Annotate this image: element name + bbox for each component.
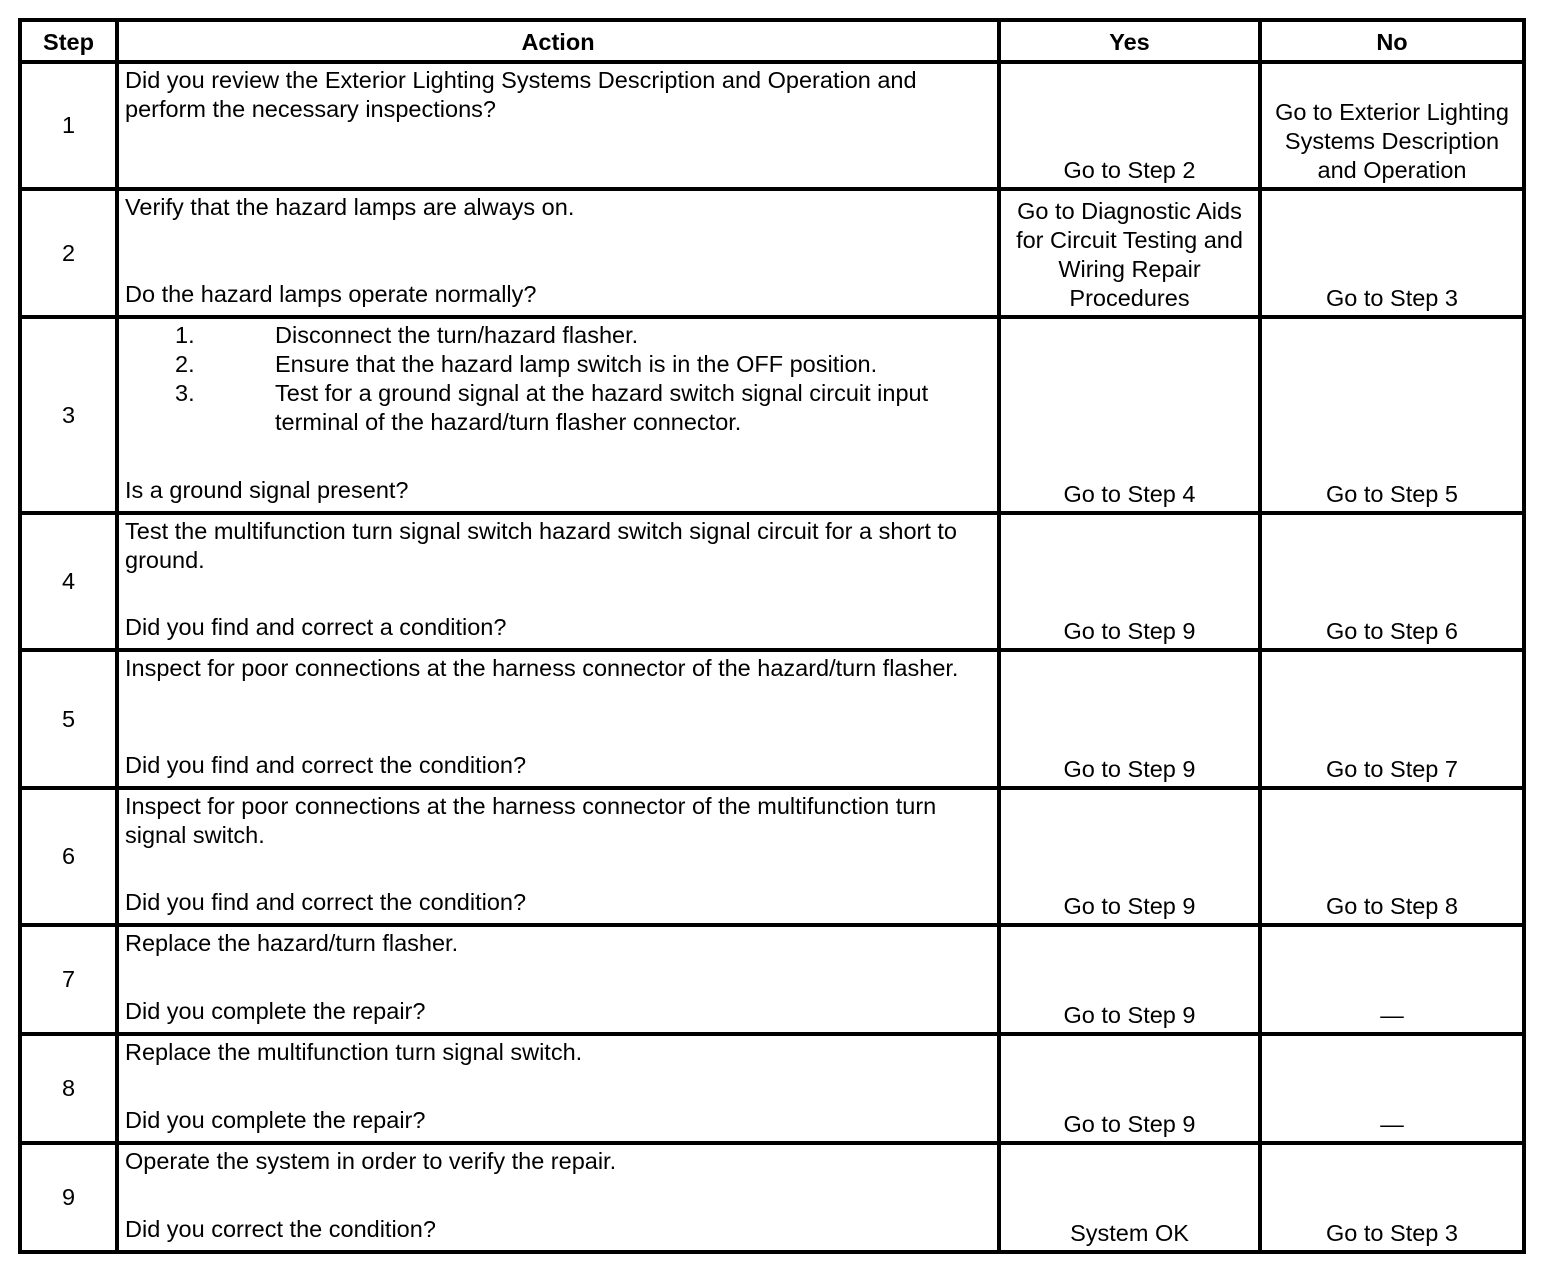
action-cell <box>117 317 999 513</box>
no-cell: Go to Step 3 <box>1260 1143 1524 1252</box>
step-number: 2 <box>20 189 117 317</box>
action-cell <box>117 62 999 189</box>
no-cell: Go to Step 3 <box>1260 189 1524 317</box>
action-cell <box>117 1143 999 1252</box>
action-text: Operate the system in order to verify the repair. <box>125 1148 617 1174</box>
substep-list <box>125 321 991 437</box>
table-row <box>20 317 1524 513</box>
action-cell <box>117 650 999 788</box>
step-number: 4 <box>20 513 117 650</box>
header-row <box>20 20 1524 62</box>
yes-cell: Go to Step 4 <box>999 317 1260 513</box>
yes-cell: System OK <box>999 1143 1260 1252</box>
substep-number: 1. <box>175 322 195 348</box>
action-cell <box>117 925 999 1034</box>
step-number: 6 <box>20 788 117 925</box>
step-number: 5 <box>20 650 117 788</box>
substep-item <box>125 321 991 350</box>
action-question: Did you complete the repair? <box>125 1107 426 1133</box>
step-number: 3 <box>20 317 117 513</box>
action-text: Test the multifunction turn signal switch hazard switch signal circuit for a short to ground. <box>125 518 958 573</box>
header-yes: Yes <box>999 20 1260 62</box>
yes-cell: Go to Diagnostic Aids for Circuit Testing and Wiring Repair Procedures <box>999 189 1260 317</box>
no-cell: Go to Step 6 <box>1260 513 1524 650</box>
header-no: No <box>1260 20 1524 62</box>
diagnostic-table <box>18 18 1526 1254</box>
substep-text: Disconnect the turn/hazard flasher. <box>275 322 639 348</box>
action-question: Did you find and correct the condition? <box>125 752 527 778</box>
table-row <box>20 62 1524 189</box>
table-row <box>20 925 1524 1034</box>
step-number: 7 <box>20 925 117 1034</box>
no-cell: — <box>1260 925 1524 1034</box>
substep-text: Ensure that the hazard lamp switch is in the OFF position. <box>275 351 878 377</box>
action-text: Inspect for poor connections at the harness connector of the hazard/turn flasher. <box>125 655 959 681</box>
yes-cell: Go to Step 9 <box>999 925 1260 1034</box>
action-cell <box>117 788 999 925</box>
action-question: Did you find and correct a condition? <box>125 614 507 640</box>
substep-number: 3. <box>175 380 195 406</box>
step-number: 9 <box>20 1143 117 1252</box>
action-text: Replace the hazard/turn flasher. <box>125 930 459 956</box>
no-cell: Go to Step 7 <box>1260 650 1524 788</box>
step-number: 1 <box>20 62 117 189</box>
substep-number: 2. <box>175 351 195 377</box>
action-question: Did you complete the repair? <box>125 998 426 1024</box>
substep-item <box>125 350 991 379</box>
table-row <box>20 650 1524 788</box>
yes-cell: Go to Step 9 <box>999 1034 1260 1143</box>
step-number: 8 <box>20 1034 117 1143</box>
no-cell: Go to Step 5 <box>1260 317 1524 513</box>
yes-cell: Go to Step 9 <box>999 513 1260 650</box>
yes-cell: Go to Step 2 <box>999 62 1260 189</box>
table-row <box>20 788 1524 925</box>
action-question: Do the hazard lamps operate normally? <box>125 281 537 307</box>
action-cell <box>117 1034 999 1143</box>
yes-cell: Go to Step 9 <box>999 788 1260 925</box>
action-question: Is a ground signal present? <box>125 477 409 503</box>
table-row <box>20 1034 1524 1143</box>
action-cell <box>117 513 999 650</box>
no-cell: — <box>1260 1034 1524 1143</box>
action-text: Inspect for poor connections at the harness connector of the multifunction turn signal switch. <box>125 793 937 848</box>
action-question: Did you find and correct the condition? <box>125 889 527 915</box>
action-text: Replace the multifunction turn signal switch. <box>125 1039 583 1065</box>
substep-text: Test for a ground signal at the hazard switch signal circuit input terminal of the hazard/turn flasher connector. <box>275 380 929 435</box>
yes-cell: Go to Step 9 <box>999 650 1260 788</box>
substep-item <box>125 379 991 437</box>
header-step: Step <box>20 20 117 62</box>
action-cell <box>117 189 999 317</box>
action-text: Did you review the Exterior Lighting Systems Description and Operation and perform the necessary inspections? <box>125 67 917 122</box>
table-row <box>20 513 1524 650</box>
no-cell: Go to Exterior Lighting Systems Description and Operation <box>1260 62 1524 189</box>
no-cell: Go to Step 8 <box>1260 788 1524 925</box>
table-row <box>20 1143 1524 1252</box>
header-action: Action <box>117 20 999 62</box>
action-text: Verify that the hazard lamps are always on. <box>125 194 575 220</box>
table-row <box>20 189 1524 317</box>
action-question: Did you correct the condition? <box>125 1216 436 1242</box>
